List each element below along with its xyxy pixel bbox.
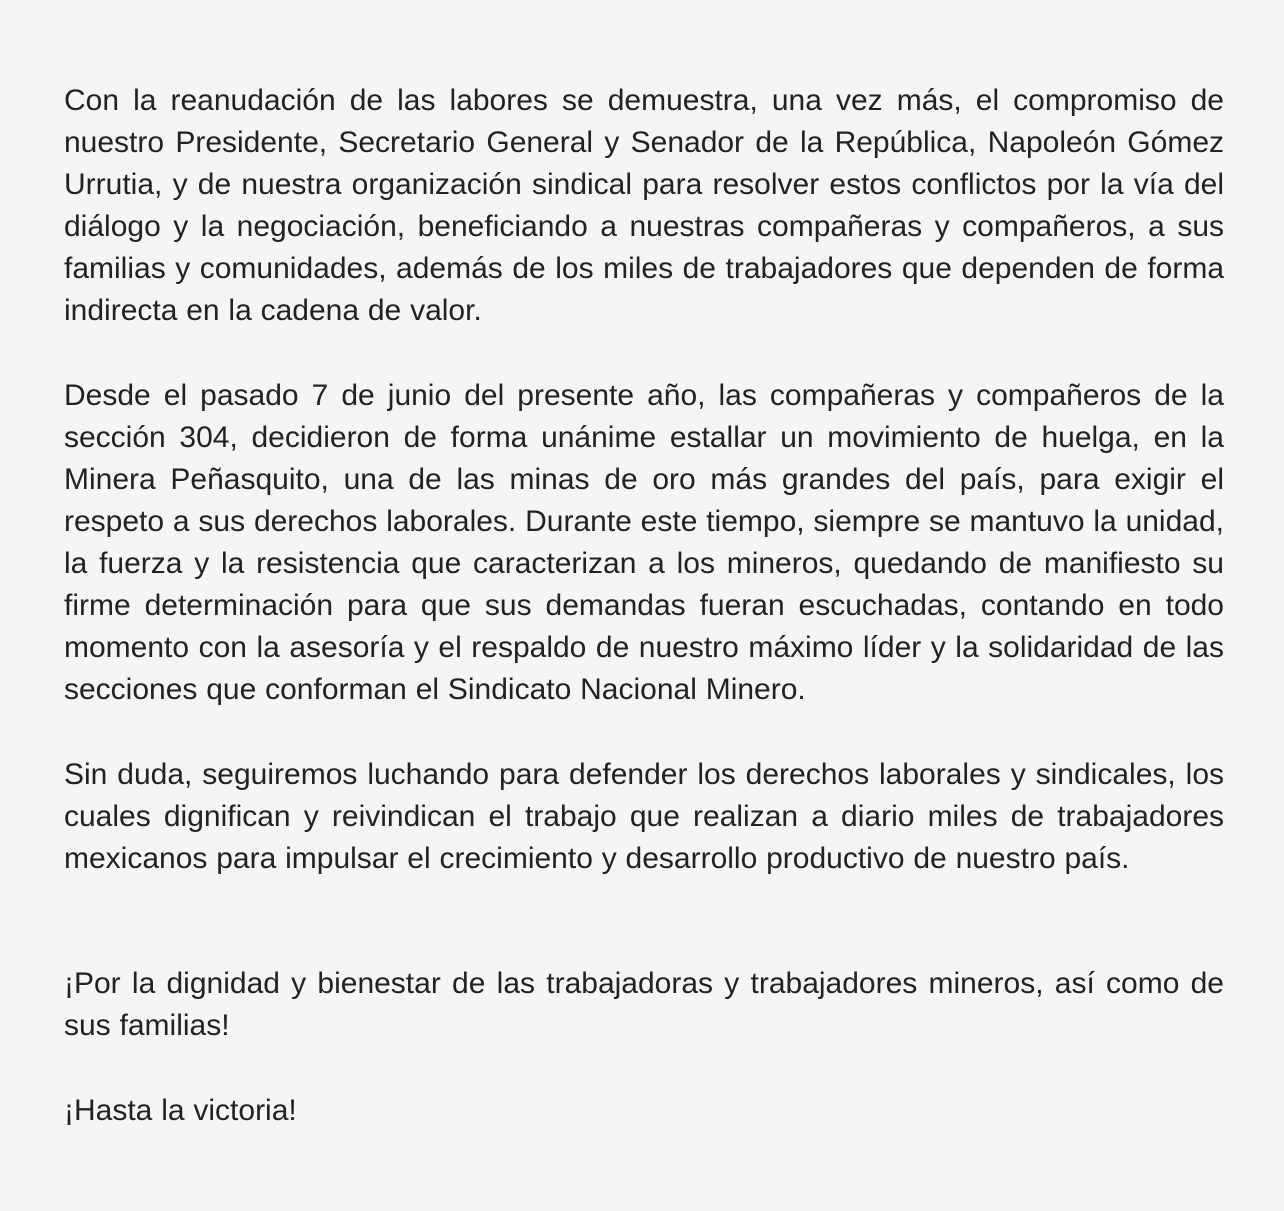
paragraph-reanudacion: Con la reanudación de las labores se demuestra, una vez más, el compromiso de nuestro Presidente, Secretario General y Senador de la República, Napoleón Gómez Urrutia, y de nuestra organización sindical para resolver estos conflictos por la vía del diálogo y la negociación, beneficiando a nuestras compañeras y compañeros, a sus familias y comunidades, además de los miles de trabajadores que dependen de forma indirecta en la cadena de valor. <box>64 84 1224 327</box>
paragraph-derechos: Sin duda, seguiremos luchando para defender los derechos laborales y sindicales, los cuales dignifican y reivindican el trabajo que realizan a diario miles de trabajadores mexicanos para impulsar el crecimiento y desarrollo productivo de nuestro país. <box>64 758 1224 875</box>
paragraph-huelga: Desde el pasado 7 de junio del presente año, las compañeras y compañeros de la sección 304, decidieron de forma unánime estallar un movimiento de huelga, en la Minera Peñasquito, una de las minas de oro más grandes del país, para exigir el respeto a sus derechos laborales. Durante este tiempo, siempre se mantuvo la unidad, la fuerza y la resistencia que caracterizan a los mineros, quedando de manifiesto su firme determinación para que sus demandas fueran escuchadas, contando en todo momento con la asesoría y el respaldo de nuestro máximo líder y la solidaridad de las secciones que conforman el Sindicato Nacional Minero. <box>64 379 1224 706</box>
paragraph-dignidad: ¡Por la dignidad y bienestar de las trabajadoras y trabajadores mineros, así como de sus familias! <box>64 967 1224 1042</box>
paragraph-victoria: ¡Hasta la victoria! <box>64 1094 297 1127</box>
